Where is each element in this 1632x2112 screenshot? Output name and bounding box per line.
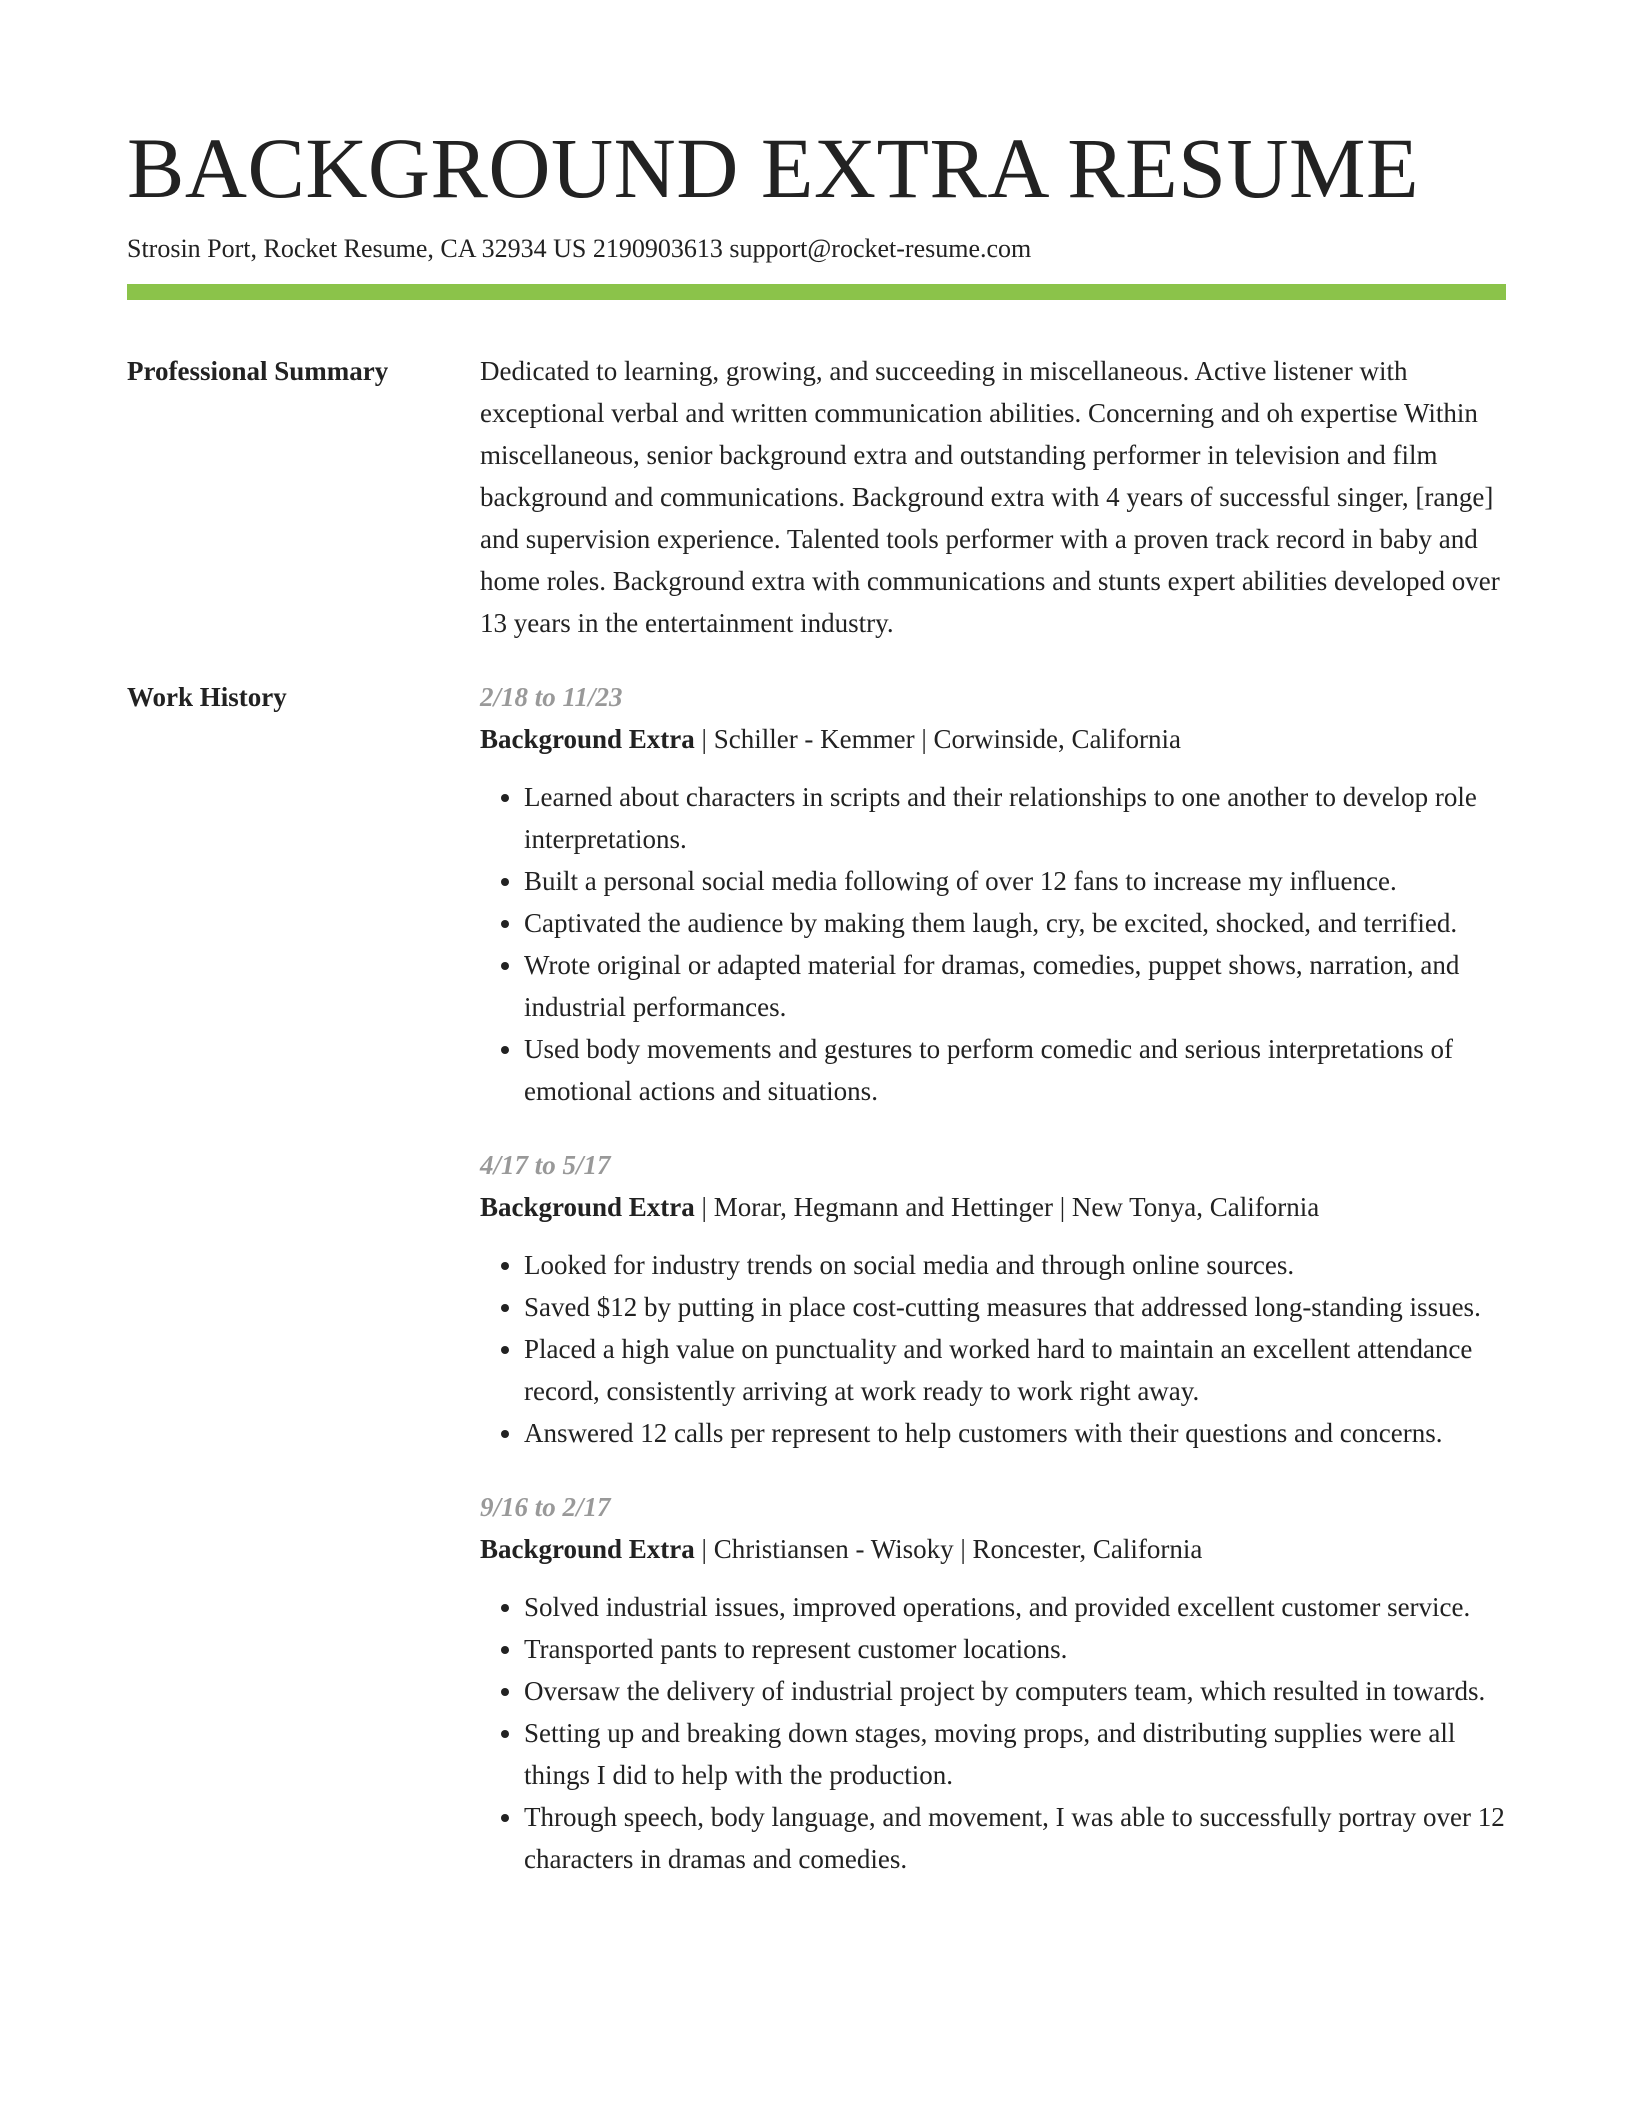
job-dates: 4/17 to 5/17 [480,1150,611,1180]
job-details: | Schiller - Kemmer | Corwinside, California [694,724,1181,754]
job-title-line [480,718,1506,760]
job-bullet: • Transported pants to represent customer locations. [524,1628,1506,1670]
summary-label: Professional Summary [127,356,389,386]
job-details: | Christiansen - Wisoky | Roncester, California [694,1534,1203,1564]
work-history-body [480,676,1506,1912]
job-title: Background Extra [480,1192,695,1222]
job-bullet: • Used body movements and gestures to perform comedic and serious interpretations of emotional actions and situations. [524,1028,1506,1112]
job-bullet: • Saved $12 by putting in place cost-cutting measures that addressed long-standing issues. [524,1286,1506,1328]
job-bullets [480,1586,1506,1880]
job-entry [480,676,1506,1112]
job-title: Background Extra [480,1534,695,1564]
resume-title: BACKGROUND EXTRA RESUME [127,120,1420,216]
job-bullet: • Looked for industry trends on social media and through online sources. [524,1244,1506,1286]
job-bullet: • Solved industrial issues, improved operations, and provided excellent customer service. [524,1586,1506,1628]
work-history-section [127,676,1506,1912]
job-bullet: • Wrote original or adapted material for dramas, comedies, puppet shows, narration, and industrial performances. [524,944,1506,1028]
job-bullet: • Answered 12 calls per represent to help customers with their questions and concerns. [524,1412,1506,1454]
job-entry [480,1486,1506,1880]
contact-line: Strosin Port, Rocket Resume, CA 32934 US 2190903613 support@rocket-resume.com [127,234,1032,263]
job-bullet: • Learned about characters in scripts and their relationships to one another to develop role interpretations. [524,776,1506,860]
job-details: | Morar, Hegmann and Hettinger | New Tonya, California [694,1192,1320,1222]
job-title-line [480,1528,1506,1570]
summary-section [127,350,1506,644]
job-title: Background Extra [480,724,695,754]
summary-body [480,350,1506,644]
job-bullet: • Through speech, body language, and movement, I was able to successfully portray over 12 characters in dramas and comedies. [524,1796,1506,1880]
job-entry [480,1144,1506,1454]
job-title-line [480,1186,1506,1228]
job-dates: 2/18 to 11/23 [480,682,623,712]
job-bullets [480,776,1506,1112]
job-bullet: • Oversaw the delivery of industrial project by computers team, which resulted in towards. [524,1670,1506,1712]
job-bullet: • Built a personal social media following of over 12 fans to increase my influence. [524,860,1506,902]
job-bullet: • Placed a high value on punctuality and worked hard to maintain an excellent attendance record, consistently arriving at work ready to work right away. [524,1328,1506,1412]
job-bullet: • Captivated the audience by making them laugh, cry, be excited, shocked, and terrified. [524,902,1506,944]
header-divider [127,284,1506,300]
job-bullets [480,1244,1506,1454]
work-history-label: Work History [127,682,287,712]
summary-text: Dedicated to learning, growing, and succeeding in miscellaneous. Active listener with exceptional verbal and written communication abilities. Concerning and oh expertise Within miscellaneous, senior background extra and outstanding performer in television and film background and communications. Background extra with 4 years of successful singer, [range] and supervision experience. Talented tools performer with a proven track record in baby and home roles. Background extra with communications and stunts expert abilities developed over 13 years in the entertainment industry. [480,356,1500,638]
job-dates: 9/16 to 2/17 [480,1492,611,1522]
job-bullet: • Setting up and breaking down stages, moving props, and distributing supplies were all things I did to help with the production. [524,1712,1506,1796]
